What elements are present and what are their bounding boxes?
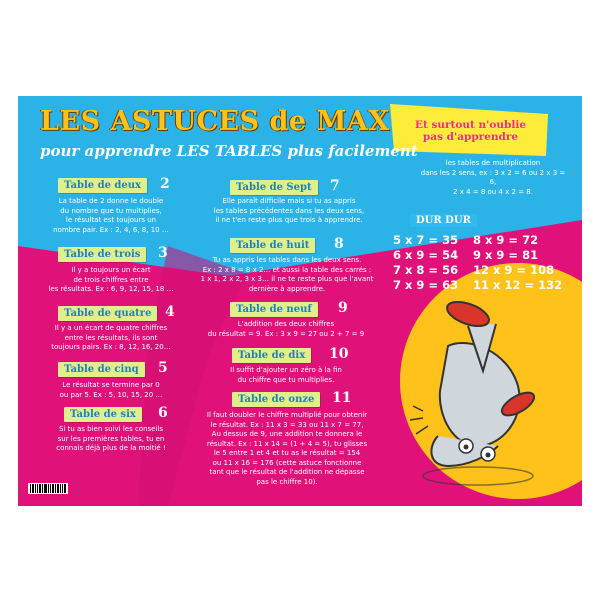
hard-multiplications-left: 5 x 7 = 35 6 x 9 = 54 7 x 8 = 56 7 x 9 = 63 bbox=[393, 233, 459, 292]
table-number-six: 6 bbox=[158, 405, 168, 421]
table-label-deux: Table de deux bbox=[58, 178, 147, 193]
table-desc-sept: Elle paraît difficile mais si tu as appris les tables précédentes dans les deux sens, il ne t'en reste plus que trois à apprendre. bbox=[213, 197, 365, 224]
table-label-dix: Table de dix bbox=[232, 348, 311, 363]
table-desc-huit: Tu as appris les tables dans les deux sens. Ex : 2 x 8 = 8 x 2… et aussi la table des carrés : 1 x 1, 2 x 2, 3 x 3… il ne te reste plus que l'avant dernière à apprendre. bbox=[200, 256, 374, 293]
table-desc-dix: Il suffit d'ajouter un zéro à la fin du chiffre que tu multiplies. bbox=[230, 366, 342, 384]
table-number-onze: 11 bbox=[332, 390, 352, 406]
table-label-cinq: Table de cinq bbox=[58, 362, 145, 377]
table-label-trois: Table de trois bbox=[58, 247, 146, 262]
table-number-quatre: 4 bbox=[165, 304, 175, 320]
table-number-neuf: 9 bbox=[338, 300, 348, 316]
table-label-huit: Table de huit bbox=[230, 238, 315, 253]
table-number-sept: 7 bbox=[330, 178, 340, 194]
table-label-quatre: Table de quatre bbox=[58, 306, 157, 321]
table-desc-trois: Il y a toujours un écart de trois chiffres entre les résultats. Ex : 6, 9, 12, 15, 18 … bbox=[48, 266, 174, 293]
dur-dur-label: DUR DUR bbox=[410, 214, 477, 227]
table-number-dix: 10 bbox=[329, 346, 349, 362]
table-desc-cinq: Le résultat se termine par 0 ou par 5. Ex : 5, 10, 15, 20 … bbox=[59, 381, 163, 399]
table-number-deux: 2 bbox=[160, 176, 170, 192]
table-desc-onze: Il faut doubler le chiffre multiplié pour obtenir le résultat. Ex : 11 x 3 = 33 ou 11 x 7 = 77, Au dessus de 9, une addition te donnera le résultat. Ex : 11 x 14 = (1 + 4 = 5), tu glisses le 5 entre 1 et 4 et tu as le résultat = 154 ou 11 x 16 = 176 (cette astuce fonctionne tant que le résultat de l'addition ne dépasse pas le chiffre 10). bbox=[206, 411, 368, 486]
table-label-six: Table de six bbox=[64, 407, 142, 422]
table-number-huit: 8 bbox=[334, 236, 344, 252]
page-title: LES ASTUCES de MAX bbox=[40, 106, 390, 137]
table-number-trois: 3 bbox=[158, 245, 168, 261]
table-desc-deux: La table de 2 donne le double du nombre que tu multiplies, le résultat est toujours un nombre pair. Ex : 2, 4, 6, 8, 10 … bbox=[53, 197, 169, 234]
cat-mascot-illustration bbox=[408, 296, 568, 496]
table-desc-six: Si tu as bien suivi les conseils sur les premières tables, tu en connais déjà plus de la moitié ! bbox=[56, 425, 166, 452]
table-desc-quatre: Il y a un écart de quatre chiffres entre les résultats, ils sont toujours pairs. Ex : 8, 12, 16, 20… bbox=[51, 324, 171, 351]
page-subtitle: pour apprendre LES TABLES plus facilement bbox=[40, 142, 418, 160]
poster bbox=[18, 96, 582, 506]
table-desc-neuf: L'addition des deux chiffres du résultat = 9. Ex : 3 x 9 = 27 ou 2 + 7 = 9 bbox=[207, 320, 365, 338]
table-label-sept: Table de Sept bbox=[230, 180, 318, 195]
reminder-title: Et surtout n'oublie pas d'apprendre bbox=[414, 119, 527, 143]
table-number-cinq: 5 bbox=[158, 360, 168, 376]
hard-multiplications-right: 8 x 9 = 72 9 x 9 = 81 12 x 9 = 108 11 x 12 = 132 bbox=[473, 233, 563, 292]
table-label-neuf: Table de neuf bbox=[230, 302, 318, 317]
barcode bbox=[28, 483, 68, 494]
reminder-text: les tables de multiplication dans les 2 sens, ex : 3 x 2 = 6 ou 2 x 3 = 6, 2 x 4 = 8 ou 4 x 2 = 8. bbox=[420, 159, 566, 196]
table-label-onze: Table de onze bbox=[232, 392, 320, 407]
